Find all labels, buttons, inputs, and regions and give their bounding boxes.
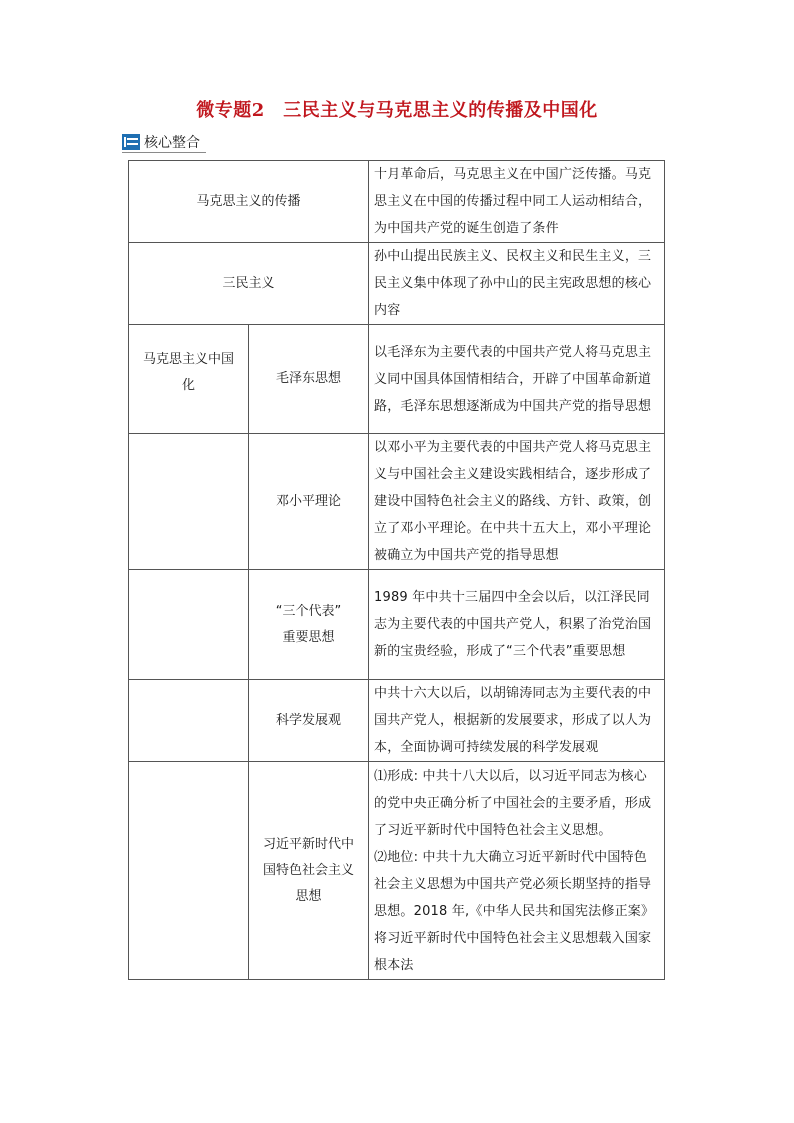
table-row (129, 762, 665, 980)
row-label: 邓小平理论 (249, 434, 369, 570)
row-label: 科学发展观 (249, 680, 369, 762)
row-label-line: “三个代表” (275, 603, 342, 619)
row-content (369, 762, 665, 980)
empty-cell (129, 570, 249, 680)
row-content: 1989 年中共十三届四中全会以后，以江泽民同志为主要代表的中国共产党人，积累了治党治国新的宝贵经验，形成了“三个代表”重要思想 (369, 570, 665, 680)
table-row (129, 325, 665, 434)
table-row (129, 680, 665, 762)
row-label: 习近平新时代中国特色社会主义思想 (249, 762, 369, 980)
content-part: ⑵地位: 中共十九大确立习近平新时代中国特色社会主义思想为中国共产党必须长期坚持的指导思想。2018 年,《中华人民共和国宪法修正案》将习近平新时代中国特色社会主义思想载入国家根本法 (374, 849, 655, 973)
empty-cell (129, 762, 249, 980)
row-content: 十月革命后，马克思主义在中国广泛传播。马克思主义在中国的传播过程中同工人运动相结合，为中国共产党的诞生创造了条件 (369, 161, 665, 243)
section-header (122, 132, 200, 152)
row-label: 三民主义 (129, 243, 369, 325)
content-part: ⑴形成: 中共十八大以后，以习近平同志为核心的党中央正确分析了中国社会的主要矛盾，形成了习近平新时代中国特色社会主义思想。 (374, 768, 652, 838)
row-content: 中共十六大以后，以胡锦涛同志为主要代表的中国共产党人，根据新的发展要求，形成了以人为本，全面协调可持续发展的科学发展观 (369, 680, 665, 762)
row-content: 以邓小平为主要代表的中国共产党人将马克思主义与中国社会主义建设实践相结合，逐步形成了建设中国特色社会主义的路线、方针、政策，创立了邓小平理论。在中共十五大上，邓小平理论被确立为中国共产党的指导思想 (369, 434, 665, 570)
group-label: 马克思主义中国化 (129, 325, 249, 434)
table-row (129, 243, 665, 325)
row-label: 马克思主义的传播 (129, 161, 369, 243)
table-row (129, 434, 665, 570)
row-content: 孙中山提出民族主义、民权主义和民生主义，三民主义集中体现了孙中山的民主宪政思想的核心内容 (369, 243, 665, 325)
empty-cell (129, 434, 249, 570)
table-row (129, 161, 665, 243)
list-icon (122, 134, 140, 150)
section-label: 核心整合 (144, 135, 200, 151)
summary-table (128, 160, 665, 980)
row-label: 毛泽东思想 (249, 325, 369, 434)
empty-cell (129, 680, 249, 762)
row-content: 以毛泽东为主要代表的中国共产党人将马克思主义同中国具体国情相结合，开辟了中国革命新道路，毛泽东思想逐渐成为中国共产党的指导思想 (369, 325, 665, 434)
section-underline (122, 152, 206, 153)
row-label-line: 重要思想 (282, 629, 335, 645)
page-title: 微专题2 三民主义与马克思主义的传播及中国化 (196, 100, 598, 121)
table-row (129, 570, 665, 680)
row-label (249, 570, 369, 680)
